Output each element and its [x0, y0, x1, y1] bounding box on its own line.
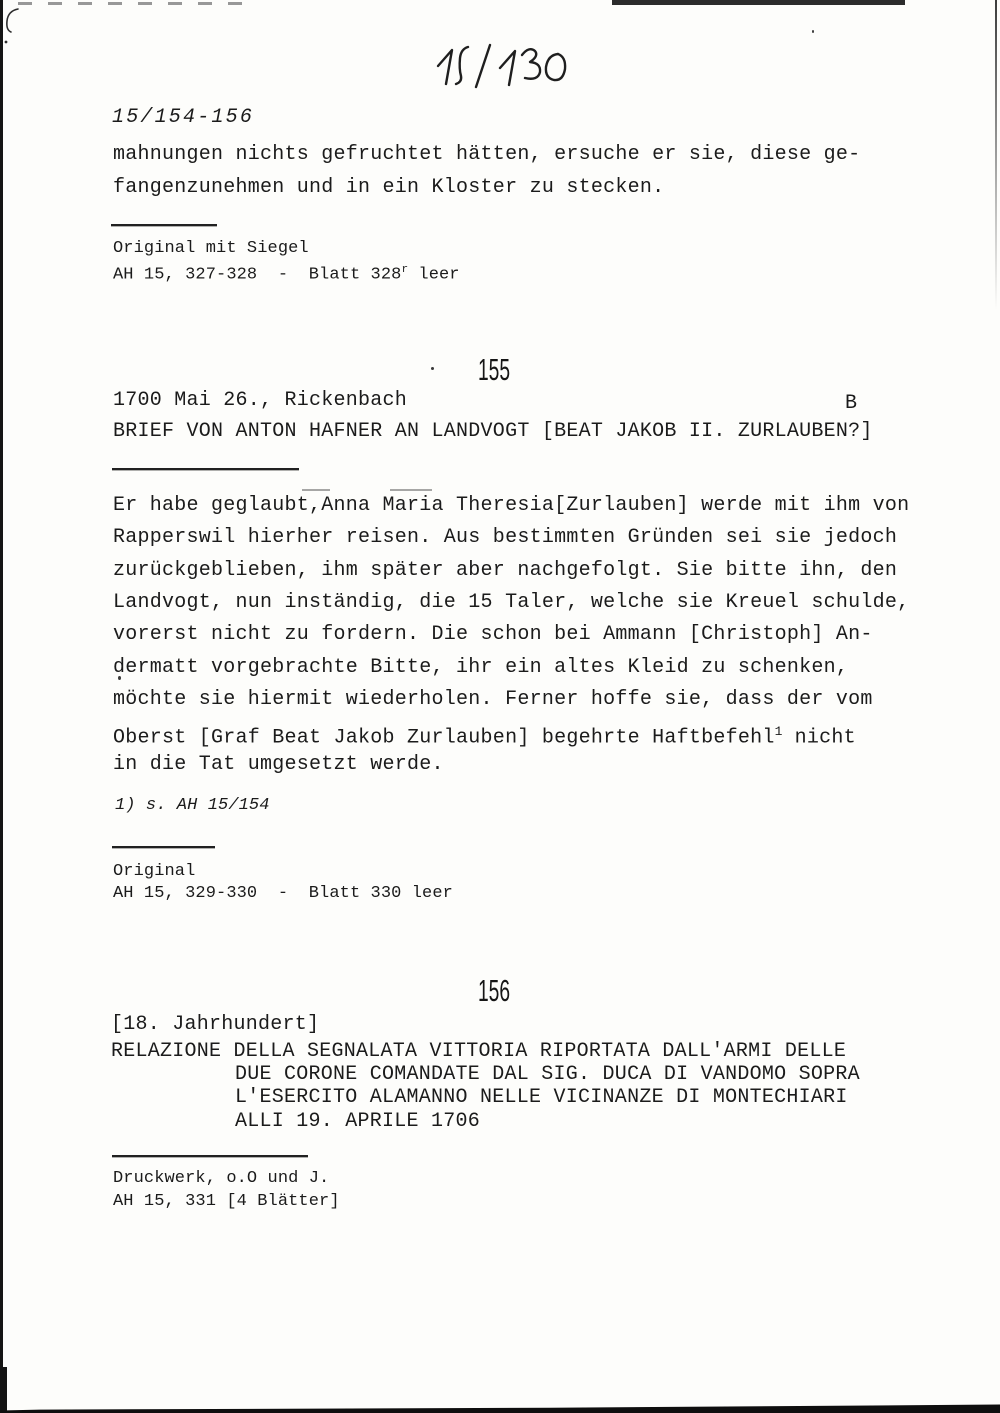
ink-speck [431, 367, 434, 370]
body-line: dermatt vorgebrachte Bitte, ihr ein altes Kleid zu schenken, [113, 656, 849, 679]
shelfmark-line: AH 15, 331 [4 Blätter] [113, 1192, 340, 1211]
shelfmark-line: AH 15, 329-330 - Blatt 330 leer [113, 884, 453, 903]
provenance-line: Original mit Siegel [113, 239, 309, 258]
body-line: vorerst nicht zu fordern. Die schon bei Ammann [Christoph] An- [113, 623, 873, 646]
scan-left-edge-foot [0, 1367, 7, 1413]
scan-bottom-edge [0, 1404, 1000, 1413]
entry-title: BRIEF VON ANTON HAFNER AN LANDVOGT [BEAT JAKOB II. ZURLAUBEN?] [113, 420, 873, 443]
handwritten-note [430, 42, 590, 90]
separator-rule [111, 224, 217, 226]
document-letter-mark: B [845, 392, 858, 415]
scan-left-edge [0, 0, 3, 1413]
intro-line: fangenzunehmen und in ein Kloster zu stecken. [113, 176, 665, 199]
folio-superscript: r [401, 264, 409, 276]
footnote: 1) s. AH 15/154 [115, 796, 270, 815]
body-line: in die Tat umgesetzt werde. [113, 753, 444, 776]
entry-title-line: ALLI 19. APRILE 1706 [235, 1110, 481, 1133]
provenance-line: Original [113, 862, 196, 881]
entry-title-line: RELAZIONE DELLA SEGNALATA VITTORIA RIPORTATA DALL'ARMI DELLE [111, 1040, 847, 1063]
entry-number-156: 156 [477, 973, 511, 1008]
entry-title-line: DUE CORONE COMANDATE DAL SIG. DUCA DI VANDOMO SOPRA [235, 1063, 860, 1086]
entry-number-155: 155 [477, 352, 511, 387]
shelfmark-text: leer [408, 265, 460, 285]
body-text: Oberst [Graf Beat Jakob Zurlauben] begehrte Haftbefehl [113, 726, 775, 750]
scan-top-smudge-dashes [18, 2, 253, 5]
shelfmark-text: AH 15, 327-328 - Blatt 328 [113, 265, 402, 285]
body-line [113, 720, 856, 751]
body-text: nicht [782, 726, 856, 750]
body-line: Er habe geglaubt,Anna Maria Theresia[Zurlauben] werde mit ihm von [113, 494, 910, 517]
entry-title-line: L'ESERCITO ALAMANNO NELLE VICINANZE DI MONTECHIARI [235, 1086, 848, 1109]
ink-speck [812, 30, 814, 33]
body-line: Rapperswil hierher reisen. Aus bestimmten Gründen sei sie jedoch [113, 526, 898, 549]
entry-date: [18. Jahrhundert] [111, 1013, 320, 1036]
corner-squiggle-mark [1, 5, 29, 49]
body-line: Landvogt, nun inständig, die 15 Taler, welche sie Kreuel schulde, [113, 591, 910, 614]
separator-rule [112, 846, 215, 848]
body-line: zurückgeblieben, ihm später aber nachgefolgt. Sie bitte ihn, den [113, 559, 898, 582]
intro-line: mahnungen nichts gefruchtet hätten, ersuche er sie, diese ge- [113, 143, 861, 166]
provenance-line: Druckwerk, o.O und J. [113, 1169, 330, 1188]
footnote-marker-superscript: 1 [774, 724, 783, 739]
entry-date-place: 1700 Mai 26., Rickenbach [113, 389, 408, 412]
scan-right-edge [995, 0, 997, 310]
shelfmark-line [113, 260, 460, 286]
running-header-reference: 15/154-156 [112, 106, 255, 129]
separator-rule [112, 468, 299, 470]
smudge-overline [390, 489, 432, 491]
scan-top-smudge-band [612, 0, 905, 5]
body-line: möchte sie hiermit wiederholen. Ferner hoffe sie, dass der vom [113, 688, 873, 711]
separator-rule [112, 1155, 308, 1157]
smudge-overline [302, 489, 330, 491]
